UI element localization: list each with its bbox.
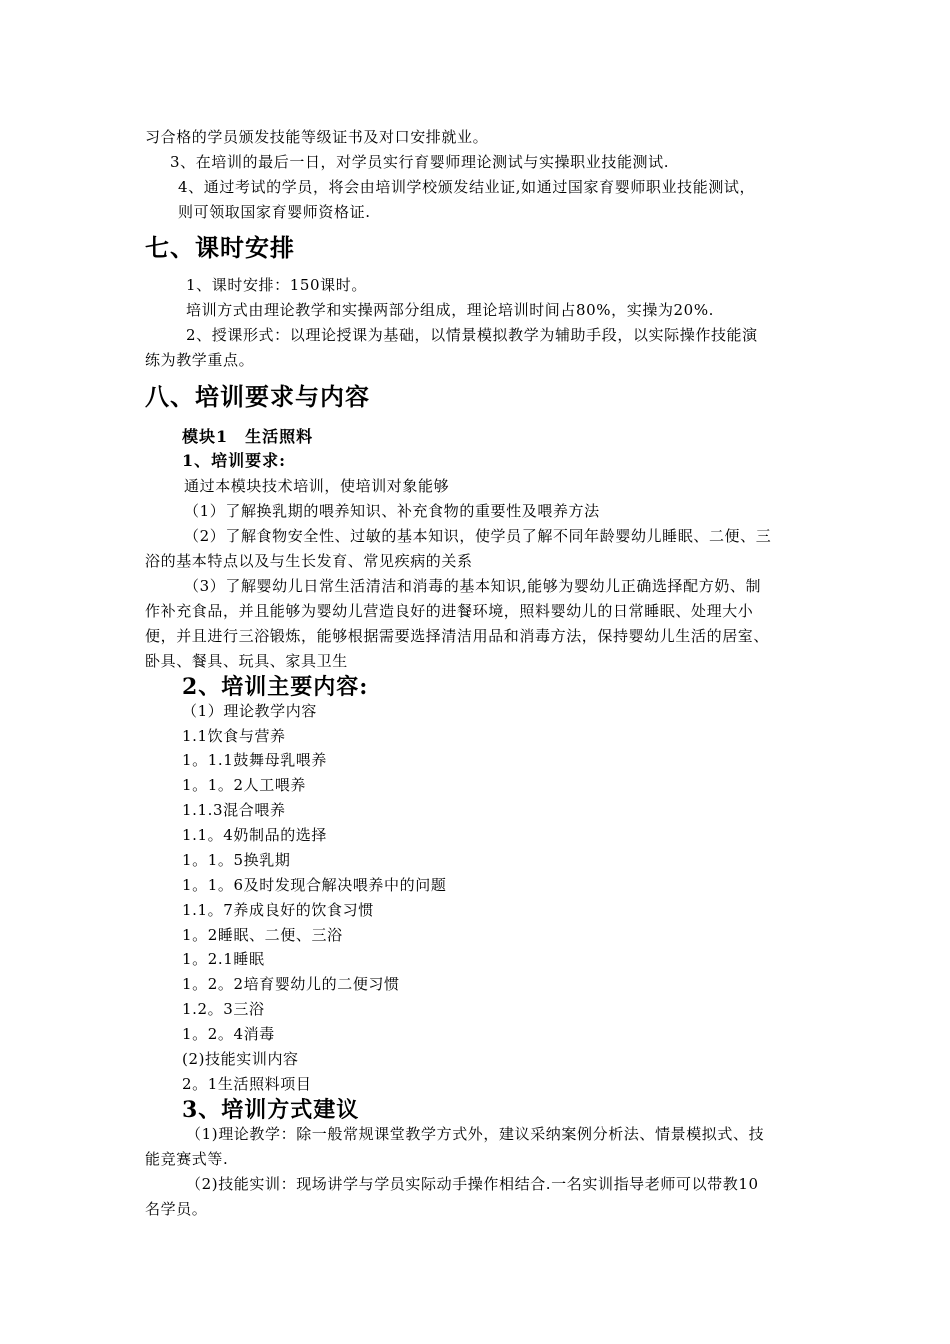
text-line: 1。2。4消毒 — [182, 1025, 275, 1043]
text-line: 2。1生活照料项目 — [182, 1075, 312, 1093]
text-line: 练为教学重点。 — [145, 351, 255, 369]
text-line: 习合格的学员颁发技能等级证书及对口安排就业。 — [145, 128, 489, 146]
subsection-heading: 2、培训主要内容: — [182, 674, 369, 700]
text-line: 培训方式由理论教学和实操两部分组成，理论培训时间占80%，实操为20%. — [186, 301, 715, 319]
section-heading-7: 七、课时安排 — [145, 233, 295, 262]
text-line: 能竞赛式等. — [145, 1150, 229, 1168]
text-line: 2、授课形式：以理论授课为基础，以情景模拟教学为辅助手段，以实际操作技能演 — [186, 326, 758, 344]
text-line: 卧具、餐具、玩具、家具卫生 — [145, 652, 348, 670]
text-line: 3、在培训的最后一日，对学员实行育婴师理论测试与实操职业技能测试. — [170, 153, 670, 171]
text-line: 1.1饮食与营养 — [182, 727, 286, 745]
text-line: 作补充食品，并且能够为婴幼儿营造良好的进餐环境，照料婴幼儿的日常睡眠、处理大小 — [145, 602, 754, 620]
text-line: （2）了解食物安全性、过敏的基本知识，使学员了解不同年龄婴幼儿睡眠、二便、三 — [184, 527, 772, 545]
text-line: 则可领取国家育婴师资格证. — [178, 203, 371, 221]
text-line: 1、课时安排：150课时。 — [186, 276, 367, 294]
text-line: 1。2.1睡眠 — [182, 950, 265, 968]
text-line: 1。2睡眠、二便、三浴 — [182, 926, 343, 944]
text-line: (2)技能实训内容 — [182, 1050, 299, 1068]
text-line: 1.1。7养成良好的饮食习惯 — [182, 901, 374, 919]
text-line: 名学员。 — [145, 1200, 208, 1218]
text-line: （2)技能实训：现场讲学与学员实际动手操作相结合.一名实训指导老师可以带教10 — [186, 1175, 759, 1193]
text-line: （3）了解婴幼儿日常生活清洁和消毒的基本知识,能够为婴幼儿正确选择配方奶、制 — [184, 577, 762, 595]
text-line: 1。2。2培育婴幼儿的二便习惯 — [182, 975, 400, 993]
text-line: 1.1.3混合喂养 — [182, 801, 286, 819]
section-heading-8: 八、培训要求与内容 — [145, 382, 370, 411]
text-line: 通过本模块技术培训，使培训对象能够 — [184, 477, 450, 495]
text-line: （1）了解换乳期的喂养知识、补充食物的重要性及喂养方法 — [184, 502, 600, 520]
text-line: （1)理论教学：除一般常规课堂教学方式外，建议采纳案例分析法、情景模拟式、技 — [186, 1125, 765, 1143]
subsection-heading: 1、培训要求: — [182, 451, 287, 470]
text-line: 1。1。2人工喂养 — [182, 776, 307, 794]
text-line: （1）理论教学内容 — [182, 702, 317, 720]
module-title: 模块1 生活照料 — [182, 427, 314, 446]
text-line: 浴的基本特点以及与生长发育、常见疾病的关系 — [145, 552, 473, 570]
text-line: 1.1。4奶制品的选择 — [182, 826, 327, 844]
text-line: 便，并且进行三浴锻炼，能够根据需要选择清洁用品和消毒方法，保持婴幼儿生活的居室、 — [145, 627, 770, 645]
subsection-heading: 3、培训方式建议 — [182, 1097, 360, 1123]
text-line: 1.2。3三浴 — [182, 1000, 265, 1018]
text-line: 1。1。5换乳期 — [182, 851, 291, 869]
text-line: 1。1。6及时发现合解决喂养中的问题 — [182, 876, 447, 894]
text-line: 1。1.1鼓舞母乳喂养 — [182, 751, 327, 769]
text-line: 4、通过考试的学员，将会由培训学校颁发结业证,如通过国家育婴师职业技能测试， — [178, 178, 756, 196]
